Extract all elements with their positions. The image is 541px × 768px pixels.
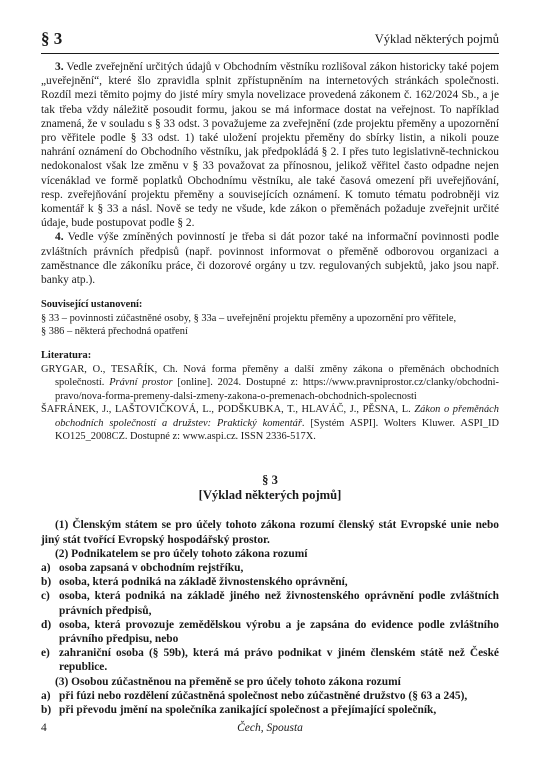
paragraph-number: 4. — [55, 231, 64, 244]
list-item: c) osoba, která podniká na základě jiného než živnostenského oprávnění podle zvláštních právních předpisů, — [41, 590, 499, 617]
commentary-paragraph-4 — [41, 230, 499, 287]
paragraph-number: 3. — [55, 61, 64, 73]
list-item: a) při fúzi nebo rozdělení zúčastněná společnost nebo zúčastněné družstvo (§ 63 a 245), — [41, 689, 468, 702]
literature-heading: Literatura: — [41, 350, 92, 362]
literature-entry: ŠAFRÁNEK, J., LAŠTOVIČKOVÁ, L., PODŠKUBKA, T., HLAVÁČ, J., PĚSNA, L. Zákon o přeměnách obchodních společností a družstev: Praktický komentář. [Systém ASPI]. Wolters Kluwer. ASPI_ID KO125_2008CZ. Dostupné z: www.aspi.cz. ISSN 2336-517X. — [41, 404, 499, 442]
commentary-paragraph-3 — [41, 60, 499, 230]
related-line: § 33 – povinnosti zúčastněné osoby, § 33a – uveřejnění projektu přeměny a upozornění pro věřitele, — [41, 312, 457, 324]
paragraph-text: Vedle zveřejnění určitých údajů v Obchodním věstníku rozlišoval zákon historicky také pojem „uveřejnění“, které šlo zpravidla splnit zpřístupněním na internetových stránkách společnosti. Rozdíl mezi těmito pojmy do jisté míry smyla novelizace provedená zákonem č. 162/2024 Sb., a je tak třeba vždy náležitě posoudit formu, jakou se má informace dostat na veřejnost. To například znamená, že v souladu s § 33 odst. 3 považujeme za zveřejnění (zde projektu přeměny a upozornění pro věřitele podle § 33 odst. 1) také uložení projektu přeměny do sbírky listin, a nikoli pouze nahrání oznámení do Obchodního věstníku, jak předpokládá § 2. I přes tuto legislativně-technickou nedokonalost však lze změnu v § 33 považovat za přínosnou, jelikož věřitel často odpadne nejen vícenáklad ve formě poplatků Obchodnímu věstníku, ale také časová omezení při uveřejňování, resp. zveřejňování projektu přeměny a souvisejících oznámení. K tomuto tématu podrobněji viz komentář k § 33 a násl. Nově se tedy ne všude, kde zákon o přeměnách požaduje zveřejnit určité údaje, bude postupovat podle § 2. — [41, 61, 499, 230]
related-provisions — [41, 298, 499, 338]
paragraph-text: Vedle výše zmíněných povinností je třeba si dát pozor také na informační povinnosti podle zvláštních právních předpisů (např. povinnost informovat o přeměně odborovou organizaci a zaměstnance dle zákoníku práce, či dozorové orgány u tzv. regulovaných subjektů, jako jsou např. banky atp.). — [41, 231, 499, 287]
statute-paragraph-3-intro: (3) Osobou zúčastněnou na přeměně se pro účely tohoto zákona rozumí — [55, 675, 401, 688]
section-title: [Výklad některých pojmů] — [198, 488, 342, 503]
related-heading: Související ustanovení: — [41, 299, 143, 311]
list-item: a) osoba zapsaná v obchodním rejstříku, — [41, 561, 244, 574]
list-item: b) osoba, která podniká na základě živnostenského oprávnění, — [41, 576, 348, 589]
page-content — [41, 60, 499, 717]
statute-paragraph-2-intro: (2) Podnikatelem se pro účely tohoto zákona rozumí — [55, 547, 308, 560]
related-line: § 386 – některá přechodná opatření — [41, 326, 188, 338]
footer-authors: Čech, Spousta — [237, 722, 303, 734]
header-section-number: § 3 — [41, 29, 63, 48]
running-header — [41, 27, 499, 54]
page-number: 4 — [41, 722, 47, 734]
literature-entry: GRYGAR, O., TESAŘÍK, Ch. Nová forma přeměny a další změny zákona o přeměnách obchodních společností. Právní prostor [online]. 2024. Dostupné z: https://www.pravniprostor.cz/clanky/obchodni-pravo/nova-forma-premeny-dalsi-zmeny-zakona-o-premenach-obchodnich-spolecnosti — [41, 363, 499, 402]
section-number: § 3 — [262, 473, 278, 488]
list-item: d) osoba, která provozuje zemědělskou výrobu a je zapsána do evidence podle zvláštního právního předpisu, nebo — [41, 618, 499, 645]
list-item: b) při převodu jmění na společníka zanikající společnost a přejímající společník, — [41, 703, 437, 716]
page-footer — [41, 722, 499, 736]
header-section-title: Výklad některých pojmů — [374, 32, 499, 46]
statute-text — [41, 518, 499, 717]
statute-paragraph-1: (1) Členským státem se pro účely tohoto zákona rozumí členský stát Evropské unie nebo jiný stát tvořící Evropský hospodářský prostor. — [41, 519, 499, 546]
list-item: e) zahraniční osoba (§ 59b), která má právo podnikat v jiném členském státě než České republice. — [41, 647, 499, 674]
literature — [41, 349, 499, 443]
